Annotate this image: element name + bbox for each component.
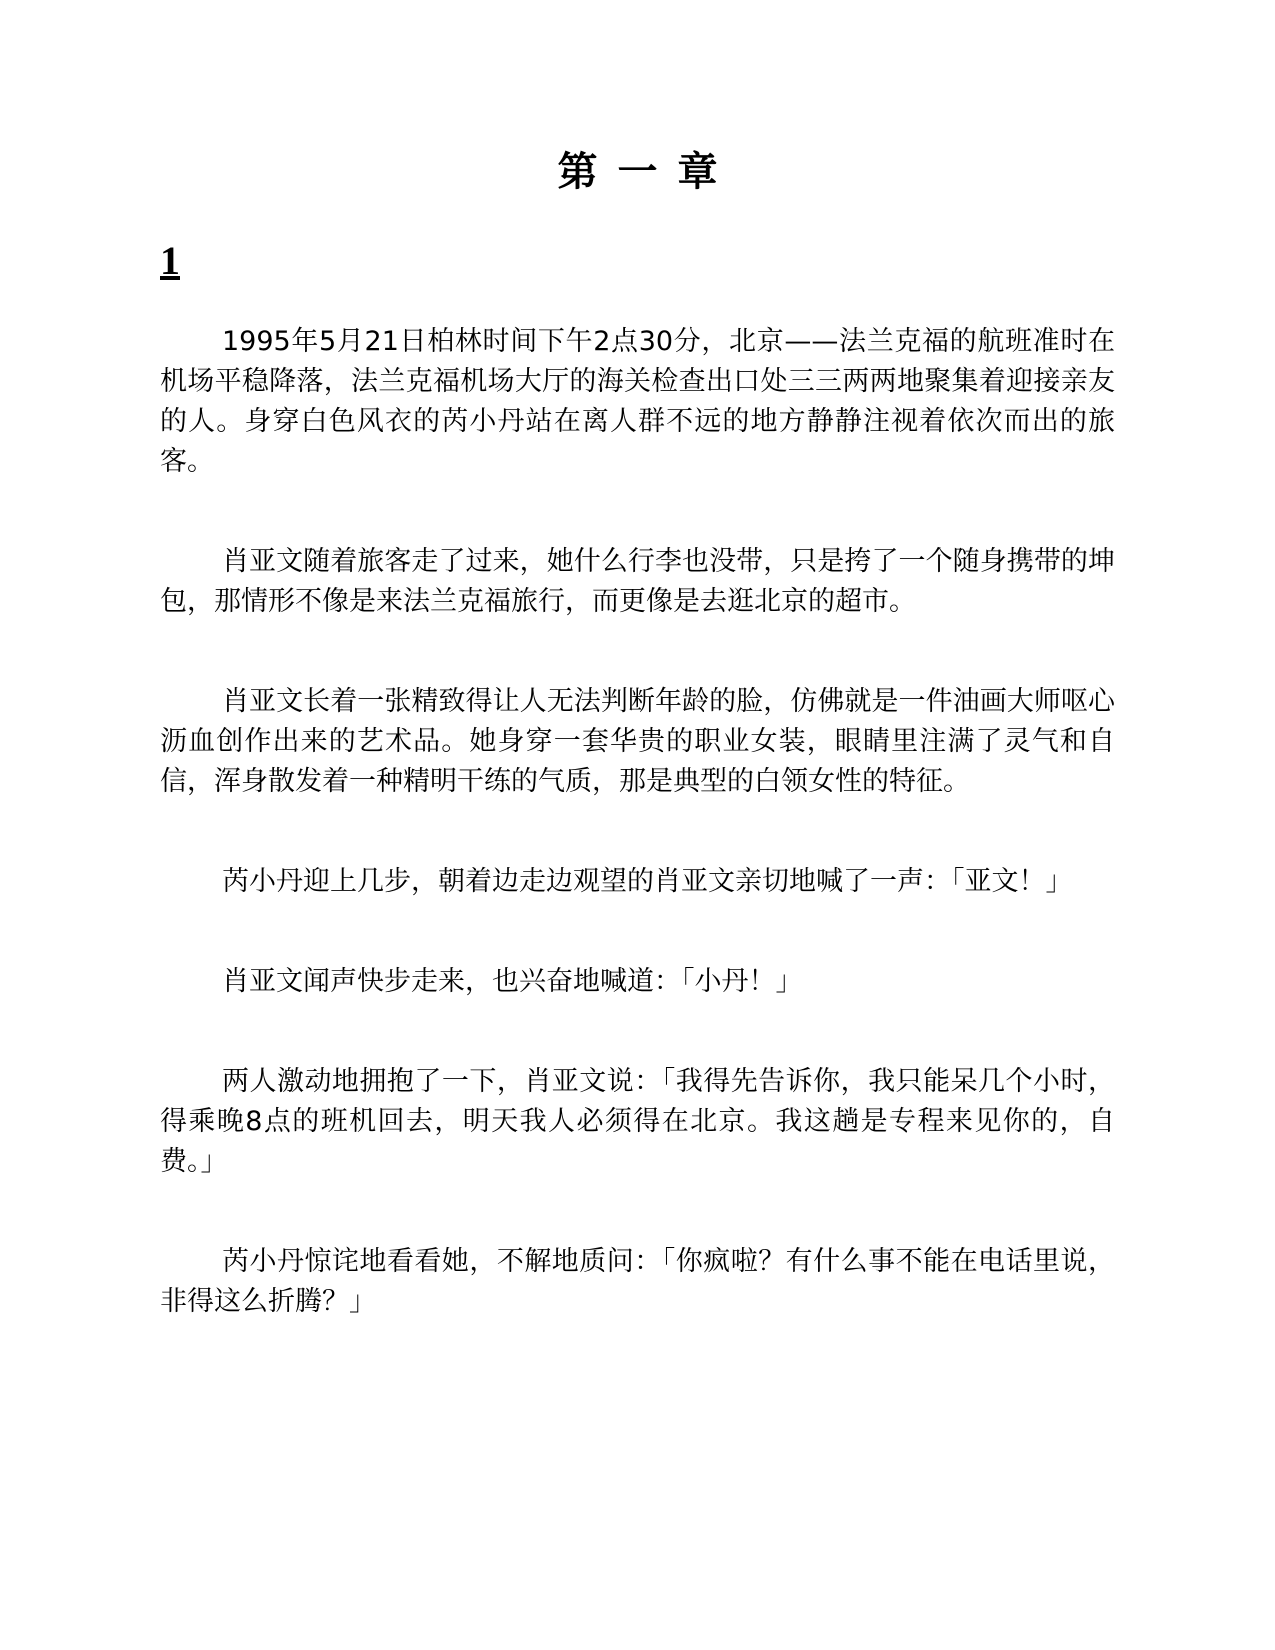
- paragraph: 肖亚文随着旅客走了过来，她什么行李也没带，只是挎了一个随身携带的坤包，那情形不像是来法兰克福旅行，而更像是去逛北京的超市。: [160, 546, 1115, 617]
- body-text: [160, 322, 1115, 1382]
- paragraph: 1995年5月21日柏林时间下午2点30分，北京——法兰克福的航班准时在机场平稳降落，法兰克福机场大厅的海关检查出口处三三两两地聚集着迎接亲友的人。身穿白色风衣的芮小丹站在离人群不远的地方静静注视着依次而出的旅客。: [160, 326, 1115, 477]
- paragraph: 肖亚文闻声快步走来，也兴奋地喊道：「小丹！」: [222, 966, 803, 997]
- paragraph: 芮小丹惊诧地看看她，不解地质问：「你疯啦？有什么事不能在电话里说，非得这么折腾？」: [160, 1246, 1115, 1317]
- paragraph: 肖亚文长着一张精致得让人无法判断年龄的脸，仿佛就是一件油画大师呕心沥血创作出来的艺术品。她身穿一套华贵的职业女装，眼睛里注满了灵气和自信，浑身散发着一种精明干练的气质，那是典型的白领女性的特征。: [160, 686, 1115, 797]
- chapter-title: 第一章: [557, 149, 738, 195]
- section-number: 1: [160, 238, 180, 283]
- paragraph: 两人激动地拥抱了一下，肖亚文说：「我得先告诉你，我只能呆几个小时，得乘晚8点的班机回去，明天我人必须得在北京。我这趟是专程来见你的，自费。」: [160, 1066, 1115, 1177]
- paragraph: 芮小丹迎上几步，朝着边走边观望的肖亚文亲切地喊了一声：「亚文！」: [222, 866, 1073, 897]
